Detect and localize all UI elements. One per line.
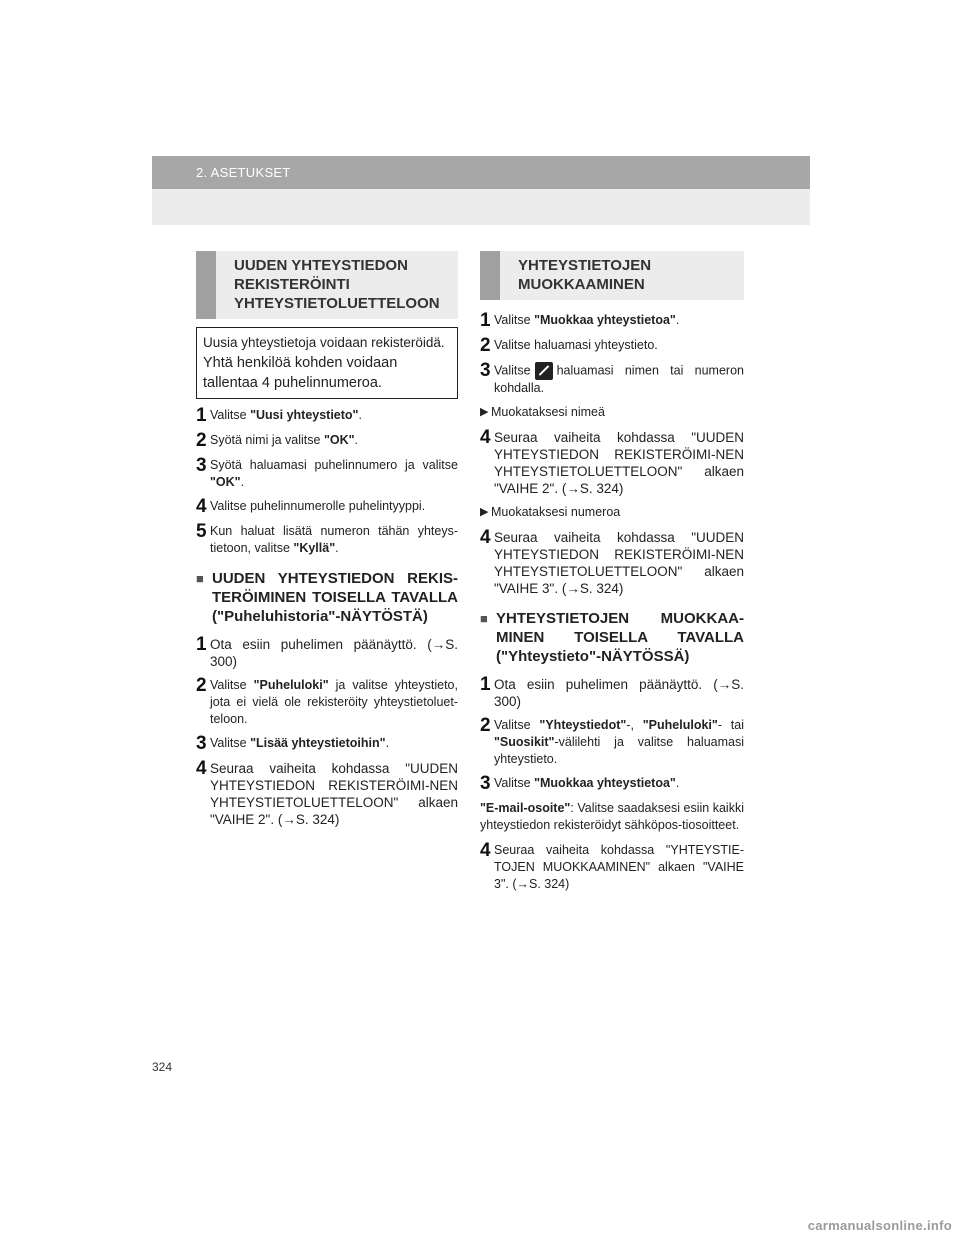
heading-bar <box>480 251 500 300</box>
section-heading-edit-contact <box>480 251 744 300</box>
note-line: Yhtä henkilöä kohden voidaan tallentaa 4 puhelinnumeroa. <box>203 355 398 391</box>
step-text: Valitse puhelinnumerolle puhelintyyppi. <box>210 499 426 513</box>
heading-line: REKISTERÖINTI <box>234 276 350 293</box>
step-number: 3 <box>196 455 207 476</box>
step-text: Valitse haluamasi nimen tai numeron kohdalla. <box>494 363 744 395</box>
step-item <box>196 407 458 425</box>
bullet-edit-number: ▶ Muokataksesi numeroa <box>480 505 621 519</box>
step-item <box>480 429 744 497</box>
step-item <box>480 775 744 793</box>
step-number: 4 <box>480 840 491 861</box>
section-header-bar <box>152 156 810 189</box>
step-number: 3 <box>196 733 207 754</box>
step-number: 2 <box>196 675 207 696</box>
step-number: 4 <box>480 427 491 448</box>
step-text: Seuraa vaiheita kohdassa "UUDEN YHTEYSTIEDON REKISTERÖIMI-NEN YHTEYSTIETOLUETTELOON" alkaen "VAIHE 2". (→S. 324) <box>494 430 744 496</box>
square-bullet-icon: ■ <box>480 611 488 626</box>
step-item <box>480 842 744 893</box>
step-text: Valitse "Uusi yhteystieto". <box>210 408 362 422</box>
step-number: 5 <box>196 521 207 542</box>
section-heading-new-contact <box>196 251 458 319</box>
heading-line: UUDEN YHTEYSTIEDON <box>234 257 408 274</box>
step-text: Seuraa vaiheita kohdassa "UUDEN YHTEYSTIEDON REKISTERÖIMI-NEN YHTEYSTIETOLUETTELOON" alkaen "VAIHE 2". (→S. 324) <box>210 761 458 827</box>
email-address-note: "E-mail-osoite": Valitse saadaksesi esiin kaikki yhteystiedon rekisteröidyt sähköpos-tiosoitteet. <box>480 801 744 832</box>
step-text: Ota esiin puhelimen päänäyttö. (→S. 300) <box>494 677 744 709</box>
step-text: Valitse "Yhteystiedot"-, "Puheluloki"- tai "Suosikit"-välilehti ja valitse haluamasi yhteystieto. <box>494 718 744 766</box>
subsection-heading: ■ YHTEYSTIETOJEN MUOKKAA-MINEN TOISELLA TAVALLA ("Yhteystieto"-NÄYTÖSSÄ) <box>480 610 744 665</box>
step-item <box>196 432 458 450</box>
step-item <box>196 523 458 557</box>
step-text: Valitse "Muokkaa yhteystietoa". <box>494 776 680 790</box>
steps-list <box>196 407 458 557</box>
subsection-heading: ■ UUDEN YHTEYSTIEDON REKIS-TERÖIMINEN TOISELLA TAVALLA ("Puheluhistoria"-NÄYTÖSTÄ) <box>196 570 458 625</box>
step-text: Valitse "Lisää yhteystietoihin". <box>210 736 390 750</box>
heading-line: YHTEYSTIETOLUETTELOON <box>234 295 440 312</box>
edit-pencil-icon <box>535 362 553 380</box>
step-text: Valitse "Muokkaa yhteystietoa". <box>494 313 680 327</box>
step-number: 4 <box>196 758 207 779</box>
step-text: Kun haluat lisätä numeron tähän yhteys-tietoon, valitse "Kyllä". <box>210 524 458 555</box>
steps-list <box>480 312 744 397</box>
step-number: 2 <box>480 335 491 356</box>
step-number: 2 <box>480 715 491 736</box>
page-number: 324 <box>152 1060 173 1074</box>
info-note-box <box>196 327 458 399</box>
arrow-right-icon: ▶ <box>480 406 489 418</box>
bullet-edit-name: ▶ Muokataksesi nimeä <box>480 405 605 419</box>
step-item <box>480 312 744 330</box>
step-item <box>196 498 458 516</box>
heading-bar <box>196 251 216 319</box>
step-number: 1 <box>480 310 491 331</box>
heading-line: YHTEYSTIETOJEN <box>518 257 652 274</box>
step-item <box>480 337 744 355</box>
step-number: 2 <box>196 430 207 451</box>
step-number: 1 <box>196 405 207 426</box>
step-text: Valitse haluamasi yhteystieto. <box>494 338 658 352</box>
steps-list-2 <box>196 636 458 828</box>
step-number: 4 <box>196 496 207 517</box>
step-item <box>480 529 744 597</box>
step-item <box>196 457 458 491</box>
header-band <box>152 189 810 225</box>
step-item <box>196 636 458 670</box>
arrow-right-icon: ▶ <box>480 506 489 518</box>
step-number: 1 <box>196 634 207 655</box>
note-line: Uusia yhteystietoja voidaan rekisteröidä. <box>203 335 445 350</box>
step-item <box>480 717 744 768</box>
step-item <box>196 760 458 828</box>
step-item <box>196 677 458 728</box>
step-text: Syötä haluamasi puhelinnumero ja valitse "OK". <box>210 458 458 489</box>
step-text: Seuraa vaiheita kohdassa "UUDEN YHTEYSTIEDON REKISTERÖIMI-NEN YHTEYSTIETOLUETTELOON" alkaen "VAIHE 3". (→S. 324) <box>494 530 744 596</box>
step-item <box>480 676 744 710</box>
step-text: Syötä nimi ja valitse "OK". <box>210 433 359 447</box>
step-number: 3 <box>480 773 491 794</box>
square-bullet-icon: ■ <box>196 571 204 586</box>
step-text: Valitse "Puheluloki" ja valitse yhteystieto, jota ei vielä ole rekisteröity yhteystietoluet-teloon. <box>210 678 458 726</box>
watermark-text: carmanualsonline.info <box>807 1218 952 1233</box>
step-text: Ota esiin puhelimen päänäyttö. (→S. 300) <box>210 637 458 669</box>
step-item <box>480 362 744 397</box>
step-number: 3 <box>480 360 491 381</box>
step-text: Seuraa vaiheita kohdassa "YHTEYSTIE-TOJEN MUOKKAAMINEN" alkaen "VAIHE 3". (→S. 324) <box>494 843 744 891</box>
right-column <box>480 251 744 900</box>
left-column <box>196 251 458 835</box>
section-title: 2. ASETUKSET <box>196 165 291 180</box>
step-number: 4 <box>480 527 491 548</box>
step-item <box>196 735 458 753</box>
step-number: 1 <box>480 674 491 695</box>
heading-line: MUOKKAAMINEN <box>518 276 645 293</box>
